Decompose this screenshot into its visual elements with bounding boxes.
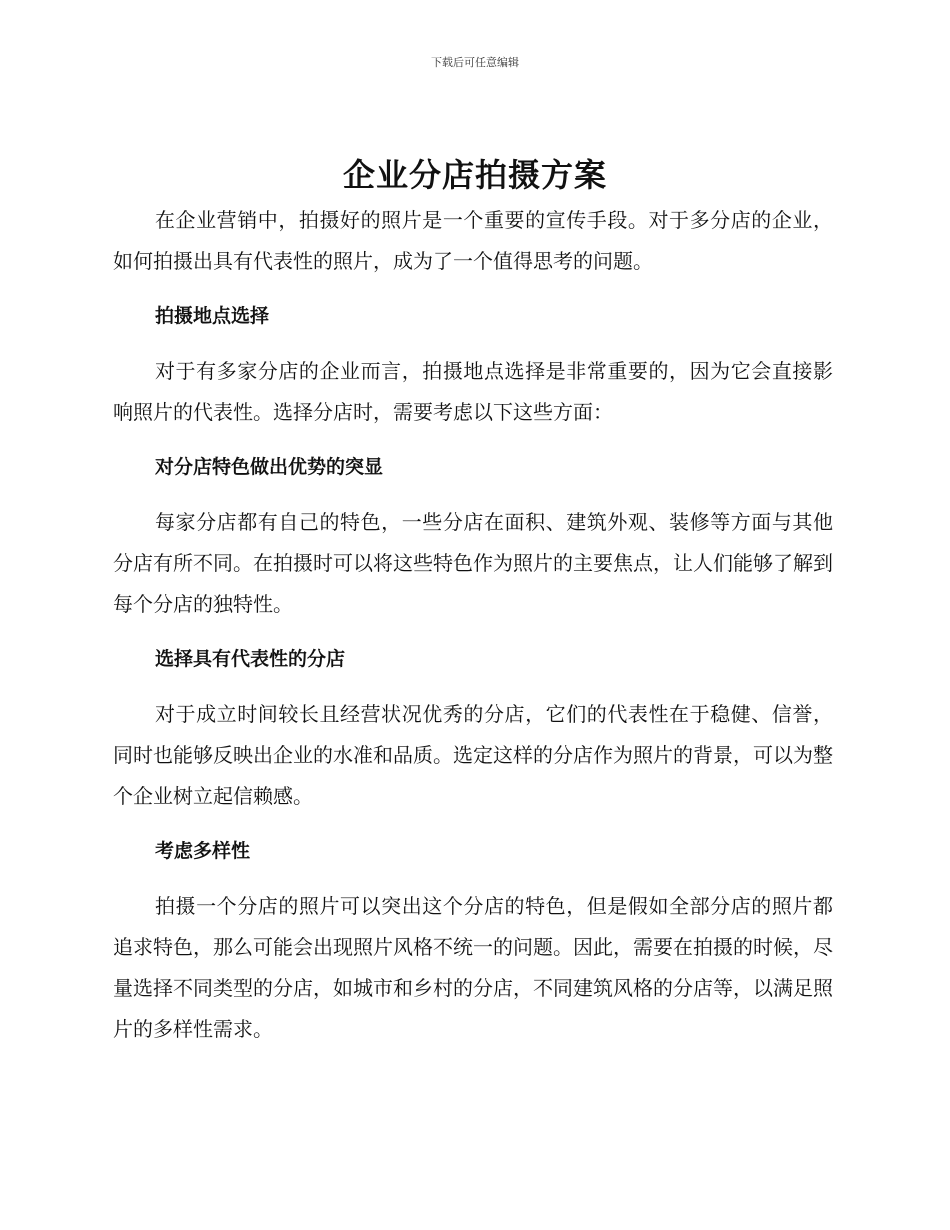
section-body-location: 对于有多家分店的企业而言，拍摄地点选择是非常重要的，因为它会直接影响照片的代表性。选择分店时，需要考虑以下这些方面： [113, 359, 833, 424]
section-heading-representative: 选择具有代表性的分店 [155, 648, 346, 670]
section-body-representative: 对于成立时间较长且经营状况优秀的分店，它们的代表性在于稳健、信誉，同时也能够反映出企业的水准和品质。选定这样的分店作为照片的背景，可以为整个企业树立起信赖感。 [113, 702, 833, 808]
section-body-features: 每家分店都有自己的特色，一些分店在面积、建筑外观、装修等方面与其他分店有所不同。在拍摄时可以将这些特色作为照片的主要焦点，让人们能够了解到每个分店的独特性。 [113, 510, 833, 616]
document-title: 企业分店拍摄方案 [342, 156, 607, 194]
intro-paragraph: 在企业营销中，拍摄好的照片是一个重要的宣传手段。对于多分店的企业，如何拍摄出具有代表性的照片，成为了一个值得思考的问题。 [113, 208, 833, 273]
section-body-diversity: 拍摄一个分店的照片可以突出这个分店的特色，但是假如全部分店的照片都追求特色，那么可能会出现照片风格不统一的问题。因此，需要在拍摄的时候，尽量选择不同类型的分店，如城市和乡村的分店，不同建筑风格的分店等，以满足照片的多样性需求。 [113, 894, 833, 1041]
section-heading-features: 对分店特色做出优势的突显 [155, 456, 384, 478]
page-header-note: 下载后可任意编辑 [431, 56, 519, 69]
section-heading-location: 拍摄地点选择 [155, 305, 270, 327]
document-body [113, 200, 833, 1050]
section-heading-diversity: 考虑多样性 [155, 840, 251, 862]
